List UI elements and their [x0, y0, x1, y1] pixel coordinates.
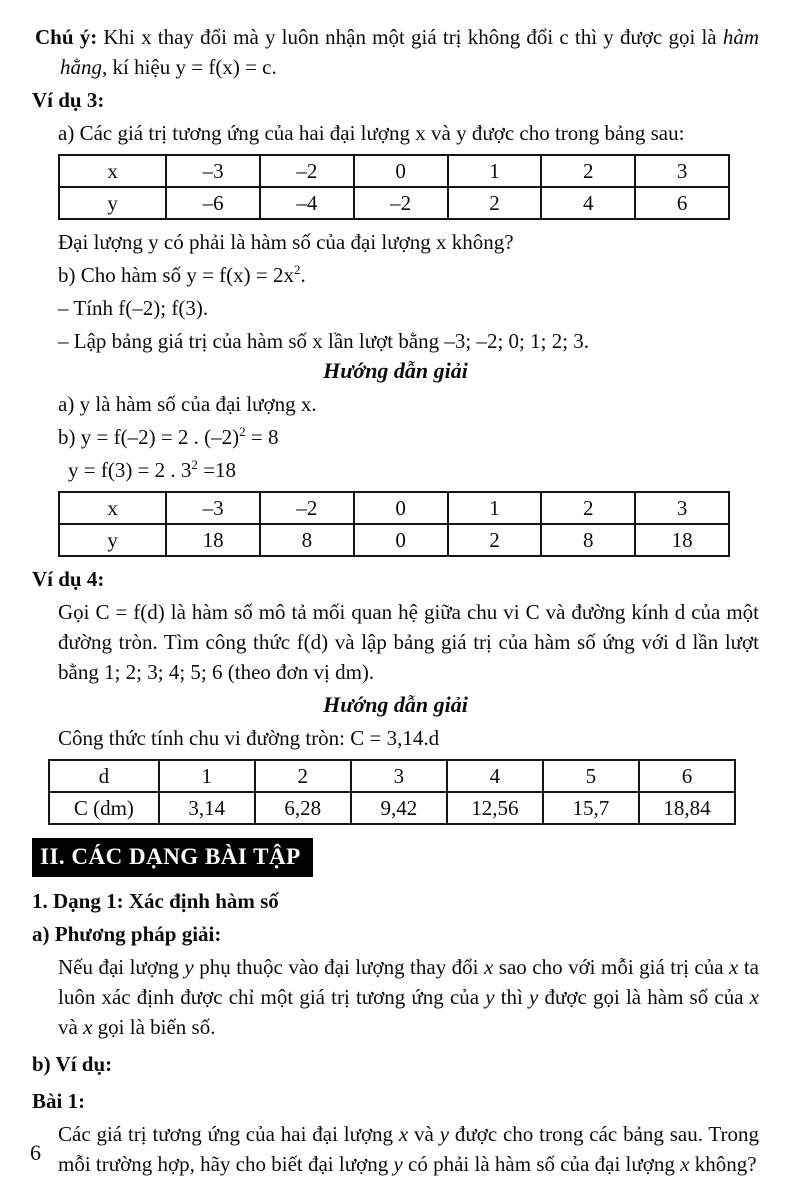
example-heading: b) Ví dụ: — [32, 1052, 113, 1076]
table-cell: 6,28 — [255, 792, 351, 824]
table-cell: –4 — [260, 187, 354, 219]
table-cell: 6 — [635, 187, 729, 219]
table-cell: 15,7 — [543, 792, 639, 824]
note-paragraph: Chú ý: Khi x thay đổi mà y luôn nhận một giá trị không đổi c thì y được gọi là hàm hằng, kí hiệu y = f(x) = c. — [35, 25, 759, 79]
example4-problem: Gọi C = f(d) là hàm số mô tả mối quan hệ giữa chu vi C và đường kính d của một đường tròn. Tìm công thức f(d) và lập bảng giá trị của hàm số ứng với d lần lượt bằng 1; 2; 3; 4; 5; 6 (theo đơn vị dm). — [58, 600, 759, 684]
table-cell: –3 — [166, 155, 260, 187]
table-cell: 1 — [448, 155, 542, 187]
table-cell: –6 — [166, 187, 260, 219]
example3-task-compute: – Tính f(–2); f(3). — [58, 296, 209, 320]
table-cell: 8 — [260, 524, 354, 556]
table-cell: –2 — [260, 155, 354, 187]
table-cell: –2 — [260, 492, 354, 524]
table-cell: 8 — [541, 524, 635, 556]
example3-solution-table — [58, 491, 730, 557]
table-cell: 1 — [448, 492, 542, 524]
table-cell: 1 — [159, 760, 255, 792]
method-heading: a) Phương pháp giải: — [32, 922, 222, 946]
example3-intro: a) Các giá trị tương ứng của hai đại lượng x và y được cho trong bảng sau: — [58, 121, 685, 145]
table-cell: 12,56 — [447, 792, 543, 824]
table-cell: 2 — [448, 524, 542, 556]
table-cell: y — [59, 187, 166, 219]
table-cell: x — [59, 492, 166, 524]
example3-solution-b-line2: y = f(3) = 2 . $3^2 =18$ — [68, 457, 237, 482]
circumference-formula: Công thức tính chu vi đường tròn: C = 3,14.d — [58, 726, 440, 750]
table-cell: 2 — [541, 155, 635, 187]
page-number: 6 — [30, 1140, 41, 1165]
table-cell: 18 — [635, 524, 729, 556]
solution-heading-1: Hướng dẫn giải — [323, 358, 468, 383]
example3-table — [58, 154, 730, 220]
example3-question: Đại lượng y có phải là hàm số của đại lượng x không? — [58, 230, 514, 254]
table-cell: 3,14 — [159, 792, 255, 824]
table-cell: y — [59, 524, 166, 556]
table-cell: 2 — [255, 760, 351, 792]
table-cell: 4 — [541, 187, 635, 219]
method-paragraph: Nếu đại lượng y phụ thuộc vào đại lượng thay đổi x sao cho với mỗi giá trị của x ta luôn xác định được chỉ một giá trị tương ứng của y thì y được gọi là hàm số của x và x gọi là biến số. — [58, 955, 759, 1039]
table-row — [49, 792, 735, 824]
table-row — [59, 155, 729, 187]
table-cell: C (dm) — [49, 792, 159, 824]
table-row — [59, 524, 729, 556]
table-cell: 4 — [447, 760, 543, 792]
table-cell: –2 — [354, 187, 448, 219]
table-cell: 5 — [543, 760, 639, 792]
table-cell: 0 — [354, 492, 448, 524]
table-cell: 9,42 — [351, 792, 447, 824]
section-banner-row — [32, 838, 759, 877]
table-cell: 18,84 — [639, 792, 735, 824]
table-cell: 0 — [354, 155, 448, 187]
table-cell: x — [59, 155, 166, 187]
example3-solution-b-line1: b) y = f(–2) = 2 . $(-2)^2 = 8$ — [58, 424, 279, 449]
solution-heading-2: Hướng dẫn giải — [323, 692, 468, 717]
table-cell: 18 — [166, 524, 260, 556]
example4-title: Ví dụ 4: — [32, 567, 105, 591]
section-banner: II. CÁC DẠNG BÀI TẬP — [32, 838, 313, 877]
table-cell: 3 — [635, 155, 729, 187]
table-cell: 6 — [639, 760, 735, 792]
table-cell: –3 — [166, 492, 260, 524]
table-cell: 2 — [541, 492, 635, 524]
table-row — [49, 760, 735, 792]
bai1-heading: Bài 1: — [32, 1089, 86, 1113]
table-cell: 3 — [635, 492, 729, 524]
example3-solution-a: a) y là hàm số của đại lượng x. — [58, 392, 317, 416]
table-cell: 0 — [354, 524, 448, 556]
table-cell: 3 — [351, 760, 447, 792]
example3-part-b: b) Cho hàm số $y = f(x) = 2x^2$. — [58, 262, 306, 287]
example3-task-table: – Lập bảng giá trị của hàm số x lần lượt bằng –3; –2; 0; 1; 2; 3. — [58, 329, 590, 353]
table-cell: 2 — [448, 187, 542, 219]
bai1-paragraph: Các giá trị tương ứng của hai đại lượng x và y được cho trong các bảng sau. Trong mỗi trường hợp, hãy cho biết đại lượng y có phải là hàm số của đại lượng x không? — [58, 1122, 760, 1176]
example3-title: Ví dụ 3: — [32, 88, 105, 112]
example4-table — [48, 759, 736, 825]
table-cell: d — [49, 760, 159, 792]
table-row — [59, 187, 729, 219]
dang1-heading: 1. Dạng 1: Xác định hàm số — [32, 889, 279, 913]
table-row — [59, 492, 729, 524]
